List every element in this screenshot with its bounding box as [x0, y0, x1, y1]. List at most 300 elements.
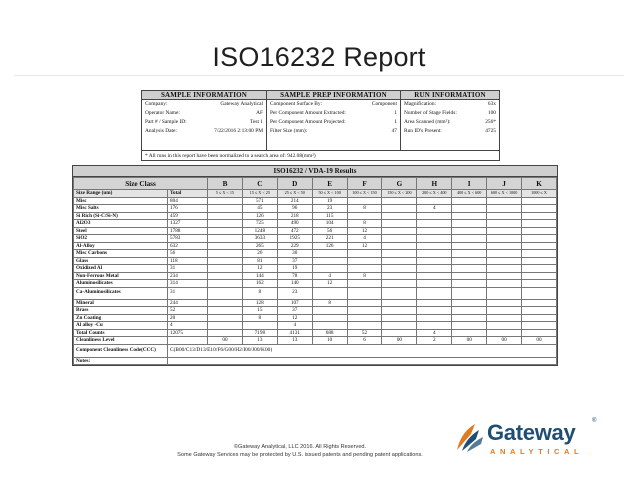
table-cell [522, 280, 557, 288]
info-row [142, 118, 266, 127]
table-cell [382, 205, 417, 213]
table-cell [522, 307, 557, 315]
table-cell: 126 [312, 242, 347, 250]
info-label: Per Component Amount Extracted: [270, 110, 346, 116]
row-total: 12075 [168, 329, 208, 337]
table-cell: 00 [522, 337, 557, 345]
table-cell [382, 235, 417, 243]
table-cell: 45 [242, 205, 277, 213]
notes-label: Notes: [74, 357, 168, 365]
table-cell: 3633 [242, 235, 277, 243]
table-cell [417, 314, 452, 322]
table-cell [382, 265, 417, 273]
table-cell [382, 250, 417, 258]
row-total: 244 [168, 299, 208, 307]
table-cell [347, 280, 382, 288]
table-cell [208, 272, 243, 280]
results-table [72, 165, 558, 366]
table-cell [312, 250, 347, 258]
table-row [74, 220, 557, 228]
info-value: 47 [391, 128, 397, 134]
gateway-logo [455, 418, 625, 464]
table-cell [347, 257, 382, 265]
table-cell [452, 322, 487, 330]
info-row [142, 127, 266, 136]
table-cell: 96 [277, 205, 312, 213]
prep-info-rows [267, 100, 400, 136]
table-cell [487, 299, 522, 307]
table-cell [347, 265, 382, 273]
table-cell [522, 287, 557, 299]
table-cell [242, 322, 277, 330]
range-header: 15 ≤ X < 25 [242, 190, 277, 198]
table-cell [487, 220, 522, 228]
table-cell [208, 205, 243, 213]
table-cell: 1925 [277, 235, 312, 243]
table-cell: 126 [242, 212, 277, 220]
table-row [74, 212, 557, 220]
table-cell [417, 220, 452, 228]
row-total: 52 [168, 307, 208, 315]
row-total: 56 [168, 250, 208, 258]
table-cell [312, 322, 347, 330]
class-header: C [242, 178, 277, 190]
table-cell [417, 250, 452, 258]
results-title: ISO16232 / VDA-19 Results [73, 166, 557, 177]
table-cell [452, 314, 487, 322]
table-cell [208, 197, 243, 205]
table-cell [487, 227, 522, 235]
table-cell: 6 [347, 337, 382, 345]
table-cell [208, 329, 243, 337]
table-cell [382, 220, 417, 228]
table-cell: 8 [347, 220, 382, 228]
info-value: 1 [394, 110, 397, 116]
table-cell: 162 [242, 280, 277, 288]
table-cell [417, 322, 452, 330]
info-label: Per Component Amount Projected: [270, 119, 346, 125]
row-name: Si Rich (Si-C/Si-N) [74, 212, 168, 220]
row-total: 4 [168, 322, 208, 330]
table-cell: 4 [347, 235, 382, 243]
size-class-label: Size Class [74, 178, 208, 190]
table-cell: 115 [312, 212, 347, 220]
range-header: 600 ≤ X < 1000 [487, 190, 522, 198]
info-value: 4725 [485, 128, 496, 134]
class-header: D [277, 178, 312, 190]
table-cell [522, 212, 557, 220]
table-cell [522, 299, 557, 307]
table-cell [347, 299, 382, 307]
table-cell: 30 [277, 250, 312, 258]
info-label: Part # / Sample ID: [145, 119, 187, 125]
table-cell [382, 227, 417, 235]
table-cell [382, 257, 417, 265]
copyright-line: ©Gateway Analytical, LLC 2016. All Rights Reserved. [233, 444, 367, 450]
info-label: Area Scanned (mm²): [404, 119, 451, 125]
row-name: Glass [74, 257, 168, 265]
table-cell: 13 [277, 337, 312, 345]
table-cell: 10 [312, 337, 347, 345]
info-label: Number of Stage Fields: [404, 110, 457, 116]
table-cell [347, 212, 382, 220]
range-header: 150 ≤ X < 200 [382, 190, 417, 198]
table-cell [382, 212, 417, 220]
table-cell: 7198 [242, 329, 277, 337]
row-total: 804 [168, 197, 208, 205]
table-cell: 265 [242, 242, 277, 250]
table-cell: 229 [277, 242, 312, 250]
table-cell [382, 287, 417, 299]
range-header: 50 ≤ X < 100 [312, 190, 347, 198]
table-row [74, 257, 557, 265]
table-cell [522, 250, 557, 258]
table-cell [522, 272, 557, 280]
table-cell: 12 [347, 242, 382, 250]
row-name: Aluminosilicates [74, 280, 168, 288]
table-cell: 144 [242, 272, 277, 280]
row-name: Oxidized Al [74, 265, 168, 273]
table-cell: 00 [487, 337, 522, 345]
row-name: Misc Carbons [74, 250, 168, 258]
table-cell [487, 197, 522, 205]
table-cell [522, 265, 557, 273]
info-value: Test 1 [250, 119, 263, 125]
table-cell [522, 235, 557, 243]
table-cell [347, 307, 382, 315]
class-header: E [312, 178, 347, 190]
table-cell [347, 250, 382, 258]
table-cell: 52 [347, 329, 382, 337]
table-cell: 26 [242, 250, 277, 258]
table-cell [208, 299, 243, 307]
table-cell [382, 314, 417, 322]
table-cell [382, 280, 417, 288]
table-cell: 4131 [277, 329, 312, 337]
table-cell [487, 257, 522, 265]
table-cell [417, 265, 452, 273]
info-value: AF [256, 110, 263, 116]
table-cell [208, 287, 243, 299]
table-cell: 8 [347, 272, 382, 280]
table-cell [487, 235, 522, 243]
table-cell: 23 [277, 287, 312, 299]
table-cell [208, 280, 243, 288]
table-cell [487, 272, 522, 280]
table-row [74, 227, 557, 235]
table-cell [487, 242, 522, 250]
row-name: Misc Salts [74, 205, 168, 213]
registered-mark: ® [592, 418, 597, 424]
prep-info-header: SAMPLE PREP INFORMATION [267, 91, 400, 100]
row-total: 5783 [168, 235, 208, 243]
table-cell: 214 [277, 197, 312, 205]
row-total: 20 [168, 314, 208, 322]
table-cell: 13 [242, 337, 277, 345]
class-header: G [382, 178, 417, 190]
table-cell: 81 [242, 257, 277, 265]
table-cell [382, 299, 417, 307]
table-cell: 15 [242, 307, 277, 315]
gateway-logo-mark-icon [455, 418, 485, 454]
info-value: 1 [394, 119, 397, 125]
table-cell [452, 272, 487, 280]
table-cell [208, 212, 243, 220]
info-panel [141, 90, 500, 161]
table-cell [487, 307, 522, 315]
table-cell [382, 322, 417, 330]
sample-info-section [142, 91, 267, 150]
row-name: Zn Coating [74, 314, 168, 322]
table-cell [487, 212, 522, 220]
table-cell [208, 220, 243, 228]
table-cell [312, 287, 347, 299]
row-name: Non-Ferrous Metal [74, 272, 168, 280]
info-label: Company: [145, 101, 168, 107]
table-cell: 19 [277, 265, 312, 273]
row-total: 632 [168, 242, 208, 250]
table-cell [452, 287, 487, 299]
table-row [74, 250, 557, 258]
row-name: Al-Alloy [74, 242, 168, 250]
table-cell: 00 [452, 337, 487, 345]
table-cell [382, 329, 417, 337]
table-cell [452, 220, 487, 228]
table-cell [417, 197, 452, 205]
row-name: Cleanliness Level [74, 337, 168, 345]
copyright-footer [110, 443, 490, 459]
table-row [74, 272, 557, 280]
row-name: SiO2 [74, 235, 168, 243]
table-cell: 221 [312, 235, 347, 243]
row-name: Brass [74, 307, 168, 315]
table-cell [417, 307, 452, 315]
row-name: Mineral [74, 299, 168, 307]
table-row [74, 299, 557, 307]
table-cell [417, 212, 452, 220]
table-cell [452, 235, 487, 243]
size-range-label: Size Range (um) [74, 190, 168, 198]
run-info-header: RUN INFORMATION [401, 91, 499, 100]
table-cell: 4 [417, 329, 452, 337]
info-row [401, 100, 499, 109]
sample-info-header: SAMPLE INFORMATION [142, 91, 266, 100]
info-row [401, 118, 499, 127]
info-row [142, 100, 266, 109]
table-cell [452, 265, 487, 273]
table-cell [347, 322, 382, 330]
size-class-row [74, 178, 557, 190]
info-row [267, 109, 400, 118]
logo-wordmark: Gateway [487, 420, 576, 445]
table-cell [312, 257, 347, 265]
info-value: 63x [487, 101, 496, 107]
table-row [74, 337, 557, 345]
table-cell [487, 322, 522, 330]
logo-subtitle: ANALYTICAL [490, 447, 584, 456]
table-cell [417, 287, 452, 299]
table-cell [452, 250, 487, 258]
table-cell [208, 250, 243, 258]
table-cell [487, 314, 522, 322]
table-cell: 56 [312, 227, 347, 235]
table-cell [208, 314, 243, 322]
table-cell: 140 [277, 280, 312, 288]
table-cell [522, 314, 557, 322]
table-cell [487, 250, 522, 258]
row-name: Ca-Aluminosilicates [74, 287, 168, 299]
table-cell: 37 [277, 257, 312, 265]
table-cell [522, 322, 557, 330]
table-cell: 490 [277, 220, 312, 228]
table-cell: 725 [242, 220, 277, 228]
table-cell [487, 265, 522, 273]
table-cell: 00 [382, 337, 417, 345]
table-cell [208, 242, 243, 250]
patent-line: Some Gateway Services may be protected by U.S. issued patents and pending patent applications. [177, 452, 423, 458]
class-header: H [417, 178, 452, 190]
table-cell [522, 220, 557, 228]
table-cell: 12 [312, 280, 347, 288]
table-cell [452, 280, 487, 288]
total-header: Total [168, 190, 208, 198]
info-value: 256* [485, 119, 496, 125]
table-cell [487, 280, 522, 288]
table-cell: 37 [277, 307, 312, 315]
table-cell: 104 [312, 220, 347, 228]
table-cell [208, 265, 243, 273]
results-grid [73, 177, 557, 365]
table-row [74, 322, 557, 330]
table-cell [417, 280, 452, 288]
table-cell [208, 227, 243, 235]
table-cell [452, 329, 487, 337]
info-label: Filter Size (mm): [270, 128, 308, 134]
table-row [74, 329, 557, 337]
row-total: 31 [168, 265, 208, 273]
table-cell [382, 197, 417, 205]
row-total: 176 [168, 205, 208, 213]
table-cell: 472 [277, 227, 312, 235]
table-cell: 4 [417, 205, 452, 213]
table-row [74, 197, 557, 205]
table-cell [312, 307, 347, 315]
table-cell [417, 235, 452, 243]
table-cell: 1248 [242, 227, 277, 235]
row-name: Steel [74, 227, 168, 235]
table-cell: 4 [312, 272, 347, 280]
size-range-row [74, 190, 557, 198]
table-cell: 12 [347, 227, 382, 235]
table-row [74, 235, 557, 243]
info-row [267, 100, 400, 109]
info-value: Gateway Analytical [220, 101, 263, 107]
table-cell [522, 205, 557, 213]
ccc-label: Component Cleanliness Code(CCC) [74, 344, 168, 357]
row-total: 31 [168, 287, 208, 299]
prep-info-section [267, 91, 401, 150]
table-cell [347, 197, 382, 205]
class-header: B [208, 178, 243, 190]
info-row [401, 109, 499, 118]
table-cell: 128 [242, 299, 277, 307]
table-cell [347, 314, 382, 322]
table-cell [452, 197, 487, 205]
table-cell [312, 314, 347, 322]
row-name: Total Counts [74, 329, 168, 337]
class-header: J [487, 178, 522, 190]
table-cell [522, 257, 557, 265]
table-row [74, 280, 557, 288]
table-cell: 8 [312, 299, 347, 307]
table-cell [312, 265, 347, 273]
run-info-section [401, 91, 499, 150]
table-cell [522, 227, 557, 235]
table-cell [522, 197, 557, 205]
report-title: ISO16232 Report [212, 42, 426, 72]
table-cell: 571 [242, 197, 277, 205]
row-name: Misc [74, 197, 168, 205]
table-row [74, 205, 557, 213]
table-cell [382, 242, 417, 250]
row-total: 1327 [168, 220, 208, 228]
table-cell [487, 329, 522, 337]
table-row [74, 242, 557, 250]
table-cell [452, 257, 487, 265]
row-total [168, 337, 208, 345]
ccc-value: C(B00/C13/D13/E10/F6/G00/H2/I00/J00/K00) [168, 344, 557, 357]
table-cell [522, 242, 557, 250]
table-row [74, 314, 557, 322]
range-header: 100 ≤ X < 150 [347, 190, 382, 198]
table-cell: 107 [277, 299, 312, 307]
table-row [74, 265, 557, 273]
info-label: Analysis Date: [145, 128, 177, 134]
table-cell [208, 235, 243, 243]
class-header: K [522, 178, 557, 190]
table-cell [417, 227, 452, 235]
table-cell [208, 322, 243, 330]
table-cell [208, 307, 243, 315]
sample-info-rows [142, 100, 266, 136]
ccc-row [74, 344, 557, 357]
table-cell [452, 227, 487, 235]
run-info-rows [401, 100, 499, 136]
table-cell: 8 [242, 287, 277, 299]
table-cell [417, 272, 452, 280]
table-cell: 00 [208, 337, 243, 345]
range-header: 200 ≤ X < 400 [417, 190, 452, 198]
notes-value [168, 357, 557, 365]
row-total: 1788 [168, 227, 208, 235]
info-value: Component [371, 101, 397, 107]
range-header: 5 ≤ X < 15 [208, 190, 243, 198]
info-row [267, 118, 400, 127]
table-cell: 78 [277, 272, 312, 280]
range-header: 25 ≤ X < 50 [277, 190, 312, 198]
table-cell: 12 [242, 265, 277, 273]
row-total: 118 [168, 257, 208, 265]
info-row [142, 109, 266, 118]
table-cell: 12 [277, 314, 312, 322]
info-label: Magnification: [404, 101, 437, 107]
table-cell [452, 299, 487, 307]
table-cell [417, 299, 452, 307]
info-label: Component Surface By: [270, 101, 323, 107]
table-cell [382, 272, 417, 280]
info-row [401, 127, 499, 136]
notes-row [74, 357, 557, 365]
